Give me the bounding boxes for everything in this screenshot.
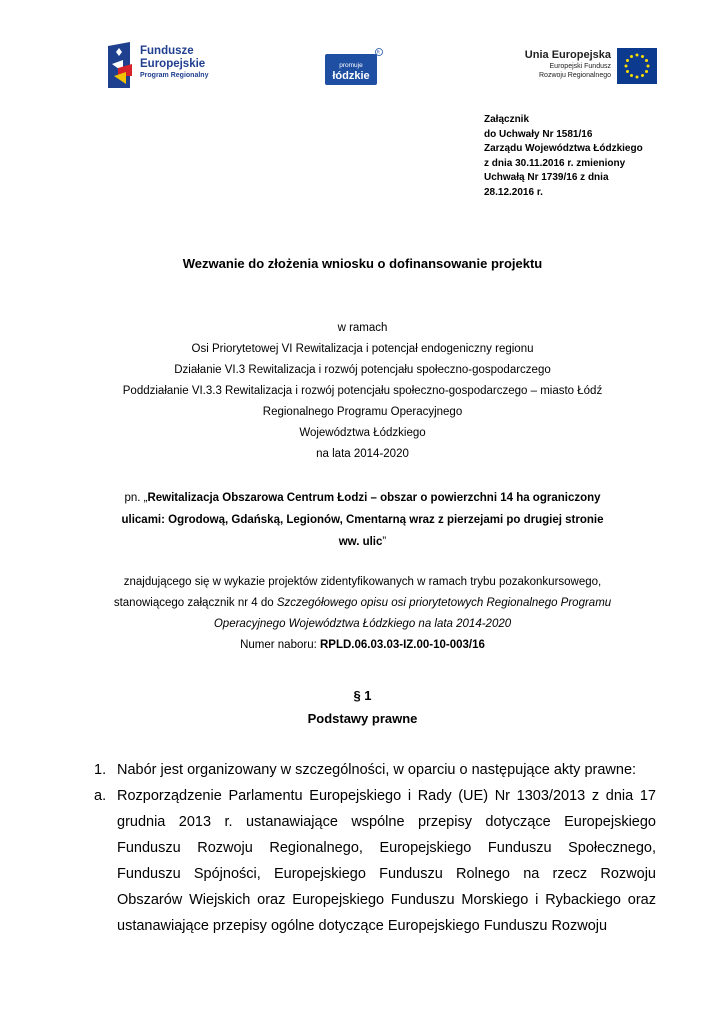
eu-star-icon [641, 55, 644, 58]
nabor-number: RPLD.06.03.03-IZ.00-10-003/16 [319, 639, 485, 651]
project-name [0, 487, 725, 553]
eu-star-icon [645, 70, 648, 73]
nabor-label: Numer naboru: [240, 639, 320, 651]
annex-line: do Uchwały Nr 1581/16 [484, 128, 593, 140]
promuje-lodzkie-emblem-icon [325, 48, 383, 86]
wykaz-line1: znajdującego się w wykazie projektów zidentyfikowanych w ramach trybu pozakonkursowego, [123, 576, 602, 588]
promuje-lodzkie-logo [325, 48, 383, 86]
list-item [94, 783, 656, 939]
list-item-number: a. [94, 788, 107, 804]
fe-logo-line1: Fundusze [140, 45, 194, 57]
wykaz-line2-italic: Szczegółowego opisu osi priorytetowych Regionalnego Programu [276, 597, 612, 609]
annex-line: z dnia 30.11.2016 r. zmieniony [484, 157, 626, 169]
eu-star-icon [647, 65, 650, 68]
eu-star-icon [626, 70, 629, 73]
body-text [94, 757, 656, 939]
svg-text:R: R [376, 49, 380, 55]
fe-logo-line3: Program Regionalny [140, 72, 209, 79]
ue-logo-line2: Europejski Fundusz [549, 63, 611, 70]
ue-logo-line1: Unia Europejska [524, 49, 611, 61]
ue-logo-line3: Rozwoju Regionalnego [539, 72, 611, 79]
fundusze-europejskie-logo [108, 42, 238, 88]
context-line: w ramach [337, 322, 388, 334]
context-line: Działanie VI.3 Rewitalizacja i rozwój potencjału społeczno-gospodarczego [174, 364, 551, 376]
context-line: Poddziałanie VI.3.3 Rewitalizacja i rozwój potencjału społeczno-gospodarczego – miasto Łódź [122, 385, 603, 397]
lodzkie-logo-line2: łódzkie [332, 70, 370, 82]
annex-block [484, 113, 643, 200]
context-line: na lata 2014-2020 [316, 448, 409, 460]
project-name-line1: Rewitalizacja Obszarowa Centrum Łodzi – obszar o powierzchni 14 ha ograniczony [147, 492, 601, 504]
list-item [94, 757, 656, 783]
eu-star-icon [636, 76, 639, 79]
list-item-text: Nabór jest organizowany w szczególności, w oparciu o następujące akty prawne: [117, 762, 637, 778]
annex-line: 28.12.2016 r. [484, 186, 543, 198]
eu-star-icon [630, 55, 633, 58]
wykaz-line2-plain: stanowiącego załącznik nr 4 do [113, 597, 277, 609]
unia-europejska-logo [507, 48, 657, 86]
lodzkie-logo-line1: promuje [339, 62, 363, 69]
section-number: § 1 [353, 688, 372, 703]
list-item-text: Rozporządzenie Parlamentu Europejskiego i Rady (UE) Nr 1303/2013 z dnia 17 grudnia 2013 r. ustanawiające wspólne przepisy dotyczące Europejskiego Funduszu Rozwoju Regionalnego, Europejskiego Funduszu Społecznego, Funduszu Spójności, Europejskiego Funduszu Rolnego na rzecz Rozwoju Obszarów Wiejskich oraz Europejskiego Funduszu Morskiego i Rybackiego oraz ustanawiające przepisy ogólne dotyczące Europejskiego Funduszu Rozwoju [117, 788, 656, 934]
fe-logo-line2: Europejskie [140, 58, 206, 70]
eu-star-icon [626, 59, 629, 62]
context-block [0, 318, 725, 465]
project-name-line2: ulicami: Ogrodową, Gdańską, Legionów, Cmentarną wraz z pierzejami po drugiej stronie [121, 514, 604, 526]
wykaz-block [0, 572, 725, 656]
eu-star-icon [630, 74, 633, 77]
eu-star-icon [625, 65, 628, 68]
project-suffix: ” [382, 536, 387, 548]
eu-flag-icon [617, 48, 657, 84]
eu-star-icon [636, 54, 639, 57]
annex-line: Załącznik [484, 114, 530, 125]
eu-star-icon [645, 59, 648, 62]
project-prefix: pn. „ [124, 492, 148, 504]
fundusze-europejskie-emblem-icon [108, 42, 138, 88]
wykaz-line3-italic: Operacyjnego Województwa Łódzkiego na lata 2014-2020 [213, 618, 512, 630]
context-line: Regionalnego Programu Operacyjnego [262, 406, 463, 418]
list-item-number: 1. [94, 762, 107, 778]
eu-star-icon [641, 74, 644, 77]
context-line: Województwa Łódzkiego [299, 427, 426, 439]
section-title: Podstawy prawne [307, 711, 418, 726]
annex-line: Zarządu Województwa Łódzkiego [484, 143, 643, 154]
section-heading [0, 684, 725, 730]
context-line: Osi Priorytetowej VI Rewitalizacja i potencjał endogeniczny regionu [191, 343, 534, 355]
project-name-line3: ww. ulic [338, 536, 383, 548]
annex-line: Uchwałą Nr 1739/16 z dnia [484, 172, 609, 183]
document-title: Wezwanie do złożenia wniosku o dofinansowanie projektu [182, 256, 543, 271]
